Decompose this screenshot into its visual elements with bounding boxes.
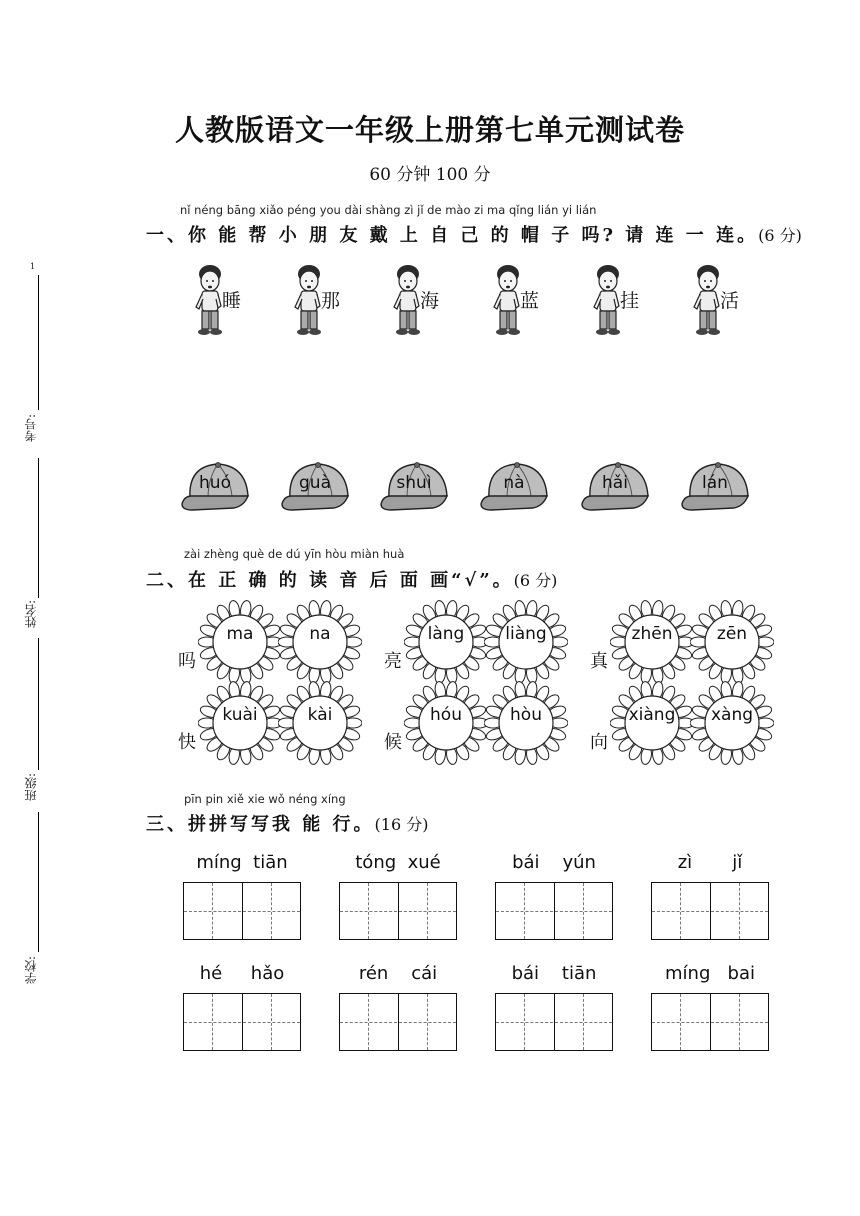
grid-cell[interactable] bbox=[340, 994, 397, 1050]
boy-character: 那 bbox=[321, 290, 341, 312]
section3-score: (16 分) bbox=[374, 815, 429, 834]
word-pinyin: bái yún bbox=[512, 852, 596, 873]
section1-pinyin: nǐ néng bāng xiǎo péng you dài shàng zì jǐ de mào zi ma qǐng lián yi lián bbox=[180, 203, 597, 217]
question-character: 亮 bbox=[384, 651, 402, 672]
section1-title-text: 一、你 能 帮 小 朋 友 戴 上 自 己 的 帽 子 吗? 请 连 一 连。 bbox=[146, 225, 759, 246]
grid-cell[interactable] bbox=[496, 994, 553, 1050]
section1-title bbox=[146, 221, 802, 247]
class-label: 班级: bbox=[24, 773, 38, 802]
word-pinyin: rén cái bbox=[358, 963, 438, 984]
cap-pinyin: nà bbox=[503, 473, 525, 493]
tian-grid[interactable] bbox=[339, 882, 457, 940]
flower-pinyin: kài bbox=[307, 705, 333, 725]
binding-line-2 bbox=[38, 458, 39, 598]
word-pinyin: míng bai bbox=[665, 963, 755, 984]
writing-item bbox=[339, 852, 457, 942]
grid-cell[interactable] bbox=[242, 883, 300, 939]
word-pinyin: zì jǐ bbox=[677, 852, 743, 873]
boy-figure[interactable] bbox=[287, 261, 361, 341]
cap-pinyin: guà bbox=[299, 473, 331, 493]
writing-item bbox=[651, 963, 769, 1053]
question-character: 向 bbox=[590, 732, 608, 753]
grid-cell[interactable] bbox=[554, 883, 612, 939]
question-character: 候 bbox=[384, 732, 402, 753]
boy-character: 海 bbox=[420, 290, 440, 312]
binding-line-4 bbox=[38, 812, 39, 952]
grid-cell[interactable] bbox=[652, 994, 709, 1050]
word-pinyin: míng tiān bbox=[196, 852, 288, 873]
writing-item bbox=[495, 852, 613, 942]
grid-cell[interactable] bbox=[242, 994, 300, 1050]
boy-figure[interactable] bbox=[188, 261, 262, 341]
writing-item bbox=[495, 963, 613, 1053]
pinyin-flower-option[interactable] bbox=[690, 600, 774, 684]
word-pinyin: hé hǎo bbox=[199, 963, 285, 984]
word-pinyin: bái tiān bbox=[511, 963, 597, 984]
cap-pinyin: huó bbox=[199, 473, 231, 493]
section2-title-text: 二、在 正 确 的 读 音 后 面 画“√”。 bbox=[146, 570, 514, 591]
pinyin-flower-option[interactable] bbox=[198, 681, 282, 765]
flower-pinyin: na bbox=[309, 624, 331, 644]
grid-cell[interactable] bbox=[184, 883, 241, 939]
tian-grid[interactable] bbox=[495, 993, 613, 1051]
exam-number-label: 考号: bbox=[24, 414, 38, 443]
tian-grid[interactable] bbox=[651, 882, 769, 940]
writing-item bbox=[651, 852, 769, 942]
flower-pinyin: xiàng bbox=[628, 705, 676, 725]
boy-character: 活 bbox=[720, 290, 740, 312]
tian-grid[interactable] bbox=[651, 993, 769, 1051]
question-character: 快 bbox=[178, 732, 196, 753]
number-mark: 1 bbox=[30, 262, 36, 271]
page-title: 人教版语文一年级上册第七单元测试卷 bbox=[174, 113, 685, 147]
word-pinyin: tóng xué bbox=[355, 852, 441, 873]
pinyin-flower-option[interactable] bbox=[404, 600, 488, 684]
tian-grid[interactable] bbox=[183, 993, 301, 1051]
section2-title bbox=[146, 566, 557, 592]
flower-pinyin: hòu bbox=[510, 705, 542, 725]
grid-cell[interactable] bbox=[710, 883, 768, 939]
boy-character: 睡 bbox=[222, 290, 242, 312]
boy-character: 蓝 bbox=[520, 290, 540, 312]
cap-pinyin: lán bbox=[702, 473, 728, 493]
section3-pinyin: pīn pin xiě xie wǒ néng xíng bbox=[184, 792, 346, 806]
section2-pinyin: zài zhèng què de dú yīn hòu miàn huà bbox=[184, 547, 405, 561]
grid-cell[interactable] bbox=[710, 994, 768, 1050]
boy-figure[interactable] bbox=[686, 261, 760, 341]
flower-pinyin: ma bbox=[226, 624, 254, 644]
pinyin-flower-option[interactable] bbox=[484, 681, 568, 765]
flower-pinyin: zhēn bbox=[631, 624, 673, 644]
name-label: 姓名: bbox=[24, 600, 38, 629]
cap-figure[interactable] bbox=[477, 458, 555, 518]
flower-pinyin: làng bbox=[427, 624, 465, 644]
cap-pinyin: hǎi bbox=[602, 473, 628, 493]
boy-figure[interactable] bbox=[486, 261, 560, 341]
cap-pinyin: shuì bbox=[396, 473, 432, 493]
page-subtitle: 60 分钟 100 分 bbox=[369, 165, 491, 185]
grid-cell[interactable] bbox=[398, 994, 456, 1050]
grid-cell[interactable] bbox=[652, 883, 709, 939]
grid-cell[interactable] bbox=[184, 994, 241, 1050]
tian-grid[interactable] bbox=[183, 882, 301, 940]
pinyin-flower-option[interactable] bbox=[404, 681, 488, 765]
writing-item bbox=[183, 963, 301, 1053]
grid-cell[interactable] bbox=[496, 883, 553, 939]
boy-figure[interactable] bbox=[586, 261, 660, 341]
flower-pinyin: liàng bbox=[505, 624, 547, 644]
question-character: 真 bbox=[590, 651, 608, 672]
binding-line-1 bbox=[38, 275, 39, 410]
cap-figure[interactable] bbox=[178, 458, 256, 518]
tian-grid[interactable] bbox=[339, 993, 457, 1051]
section3-title-text: 三、拼拼写写我 能 行。 bbox=[146, 814, 375, 835]
pinyin-flower-option[interactable] bbox=[278, 681, 362, 765]
flower-pinyin: hóu bbox=[430, 705, 462, 725]
grid-cell[interactable] bbox=[398, 883, 456, 939]
cap-figure[interactable] bbox=[678, 458, 756, 518]
section2-score: (6 分) bbox=[513, 571, 558, 590]
pinyin-flower-option[interactable] bbox=[690, 681, 774, 765]
pinyin-flower-option[interactable] bbox=[610, 600, 694, 684]
pinyin-flower-option[interactable] bbox=[278, 600, 362, 684]
tian-grid[interactable] bbox=[495, 882, 613, 940]
cap-figure[interactable] bbox=[578, 458, 656, 518]
question-character: 吗 bbox=[178, 651, 196, 672]
pinyin-flower-option[interactable] bbox=[198, 600, 282, 684]
cap-figure[interactable] bbox=[377, 458, 455, 518]
flower-pinyin: zēn bbox=[716, 624, 748, 644]
writing-item bbox=[339, 963, 457, 1053]
boy-character: 挂 bbox=[620, 290, 640, 312]
grid-cell[interactable] bbox=[554, 994, 612, 1050]
section1-score: (6 分) bbox=[758, 226, 802, 245]
writing-item bbox=[183, 852, 301, 942]
school-label: 学校: bbox=[24, 956, 38, 985]
section3-title bbox=[146, 810, 428, 836]
cap-figure[interactable] bbox=[278, 458, 356, 518]
flower-pinyin: kuài bbox=[222, 705, 258, 725]
pinyin-flower-option[interactable] bbox=[610, 681, 694, 765]
binding-line-3 bbox=[38, 638, 39, 770]
grid-cell[interactable] bbox=[340, 883, 397, 939]
pinyin-flower-option[interactable] bbox=[484, 600, 568, 684]
boy-figure[interactable] bbox=[386, 261, 460, 341]
flower-pinyin: xàng bbox=[710, 705, 754, 725]
